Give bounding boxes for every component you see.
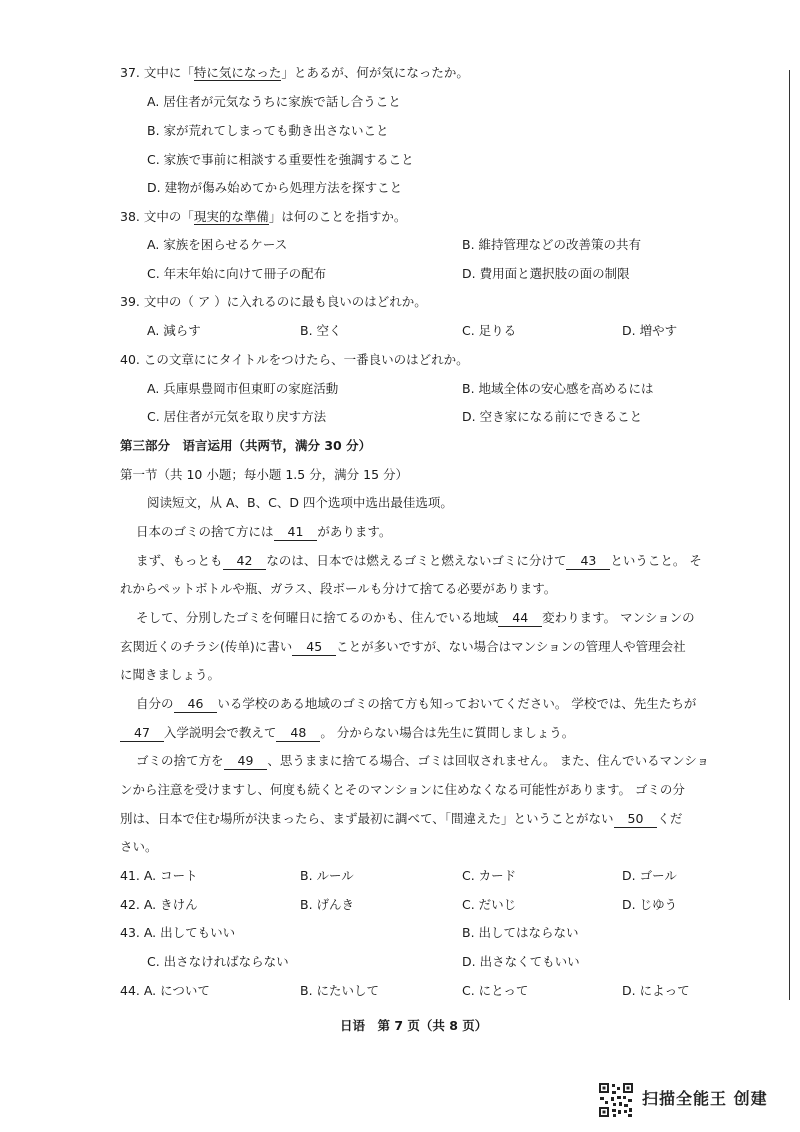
- q44-option-d: D. によって: [622, 983, 690, 998]
- q37-option-d: D. 建物が傷み始めてから処理方法を探すこと: [147, 180, 403, 195]
- part3-heading: 第三部分 语言运用（共两节，满分 30 分）: [120, 438, 372, 453]
- question-37-stem: [120, 63, 469, 83]
- q44-option-b: B. にたいして: [300, 983, 380, 998]
- passage-text: があります。: [317, 524, 392, 539]
- passage-text: 別は、日本で住む場所が決まったら、まず最初に調べて、「間違えた」ということがない: [120, 811, 614, 826]
- passage-line-1: [136, 522, 391, 542]
- blank-47: 47: [120, 725, 164, 742]
- passage-line-10: ンから注意を受けますし、何度も続くとそのマンションに住めなくなる可能性があります。 ゴミの分: [120, 782, 685, 797]
- passage-line-9: [136, 751, 709, 771]
- q37-suffix: 」とあるが、何が気になったか。: [281, 65, 469, 80]
- passage-text: ということ。 そ: [610, 553, 702, 568]
- q37-option-c: C. 家族で事前に相談する重要性を強調すること: [147, 152, 414, 167]
- q40-option-c: C. 居住者が元気を取り戻す方法: [147, 409, 327, 424]
- q42-option-d: D. じゆう: [622, 897, 678, 912]
- passage-text: 日本のゴミの捨て方には: [136, 524, 274, 539]
- blank-49: 49: [224, 753, 268, 770]
- q42-option-b: B. げんき: [300, 897, 355, 912]
- q41-option-b: B. ルール: [300, 868, 354, 883]
- passage-line-8: [120, 723, 574, 743]
- q39-option-c: C. 足りる: [462, 323, 517, 338]
- q44-option-a: 44. A. について: [120, 983, 210, 998]
- q40-option-d: D. 空き家になる前にできること: [462, 409, 643, 424]
- scanner-watermark: 扫描全能王 创建: [642, 1089, 768, 1108]
- passage-line-12: さい。: [120, 839, 158, 854]
- q38-suffix: 」は何のことを指すか。: [268, 209, 407, 224]
- passage-text: くだ: [657, 811, 683, 826]
- passage-text: ゴミの捨て方を: [136, 753, 224, 768]
- blank-46: 46: [174, 696, 218, 713]
- passage-text: いる学校のある地域のゴミの捨て方も知っておいてください。 学校では、先生たちが: [217, 696, 697, 711]
- question-38-stem: [120, 207, 406, 227]
- q44-option-c: C. にとって: [462, 983, 529, 998]
- q41-option-c: C. カード: [462, 868, 517, 883]
- passage-text: まず、もっとも: [136, 553, 223, 568]
- passage-text: 玄関近くのチラシ(传单)に書い: [120, 639, 293, 654]
- passage-line-2: [136, 551, 702, 571]
- passage-text: 変わります。 マンションの: [542, 610, 695, 625]
- q37-prefix: 37. 文中に「: [120, 65, 194, 80]
- passage-text: そして、分別したゴミを何曜日に捨てるのかも、住んでいる地域: [136, 610, 499, 625]
- q38-option-c: C. 年末年始に向けて冊子の配布: [147, 266, 327, 281]
- passage-line-3: れからペットボトルや瓶、ガラス、段ボールも分けて捨てる必要があります。: [120, 581, 557, 596]
- q38-quote: 現実的な準備: [193, 209, 269, 224]
- blank-41: 41: [274, 524, 318, 541]
- q41-option-d: D. ゴール: [622, 868, 677, 883]
- page-footer: 日语 第 7 页（共 8 页）: [340, 1018, 488, 1033]
- q38-option-a: A. 家族を困らせるケース: [147, 237, 288, 252]
- passage-text: 入学説明会で教えて: [163, 725, 277, 740]
- q38-option-b: B. 維持管理などの改善策の共有: [462, 237, 642, 252]
- q39-option-b: B. 空く: [300, 323, 342, 338]
- q40-option-a: A. 兵庫県豊岡市但東町の家庭活動: [147, 381, 339, 396]
- passage-text: 自分の: [136, 696, 174, 711]
- blank-45: 45: [292, 639, 336, 656]
- margin-rule: [789, 70, 790, 1000]
- question-40-stem: 40. この文章ににタイトルをつけたら、一番良いのはどれか。: [120, 352, 469, 367]
- q38-prefix: 38. 文中の「: [120, 209, 194, 224]
- q42-option-c: C. だいじ: [462, 897, 517, 912]
- q40-option-b: B. 地域全体の安心感を高めるには: [462, 381, 654, 396]
- blank-43: 43: [566, 553, 610, 570]
- passage-line-7: [136, 694, 696, 714]
- part3-section1: 第一节（共 10 小题；每小题 1.5 分，满分 15 分）: [120, 467, 409, 482]
- q38-option-d: D. 費用面と選択肢の面の制限: [462, 266, 630, 281]
- part3-instruction: 阅读短文，从 A、B、C、D 四个选项中选出最佳选项。: [147, 495, 453, 510]
- qr-code-icon: [598, 1082, 634, 1118]
- blank-44: 44: [498, 610, 542, 627]
- passage-text: なのは、日本では燃えるゴミと燃えないゴミに分けて: [266, 553, 567, 568]
- q43-option-c: C. 出さなければならない: [147, 954, 289, 969]
- question-39-stem: 39. 文中の（ ア ）に入れるのに最も良いのはどれか。: [120, 294, 427, 309]
- q42-option-a: 42. A. きけん: [120, 897, 198, 912]
- q43-option-d: D. 出さなくてもいい: [462, 954, 580, 969]
- q39-option-a: A. 減らす: [147, 323, 201, 338]
- passage-line-11: [120, 809, 682, 829]
- q43-option-b: B. 出してはならない: [462, 925, 579, 940]
- passage-line-5: [120, 637, 686, 657]
- q43-option-a: 43. A. 出してもいい: [120, 925, 236, 940]
- passage-text: 、思うままに捨てる場合、ゴミは回収されません。 また、住んでいるマンショ: [267, 753, 710, 768]
- passage-text: 。 分からない場合は先生に質問しましょう。: [320, 725, 575, 740]
- q37-option-b: B. 家が荒れてしまっても動き出さないこと: [147, 123, 389, 138]
- q39-option-d: D. 増やす: [622, 323, 678, 338]
- blank-50: 50: [614, 811, 658, 828]
- blank-42: 42: [223, 553, 267, 570]
- passage-text: ことが多いですが、ない場合はマンションの管理人や管理会社: [336, 639, 686, 654]
- blank-48: 48: [276, 725, 320, 742]
- q37-quote: 特に気になった: [193, 65, 282, 80]
- passage-line-6: に聞きましょう。: [120, 667, 221, 682]
- q41-option-a: 41. A. コート: [120, 868, 198, 883]
- passage-line-4: [136, 608, 695, 628]
- q37-option-a: A. 居住者が元気なうちに家族で話し合うこと: [147, 94, 401, 109]
